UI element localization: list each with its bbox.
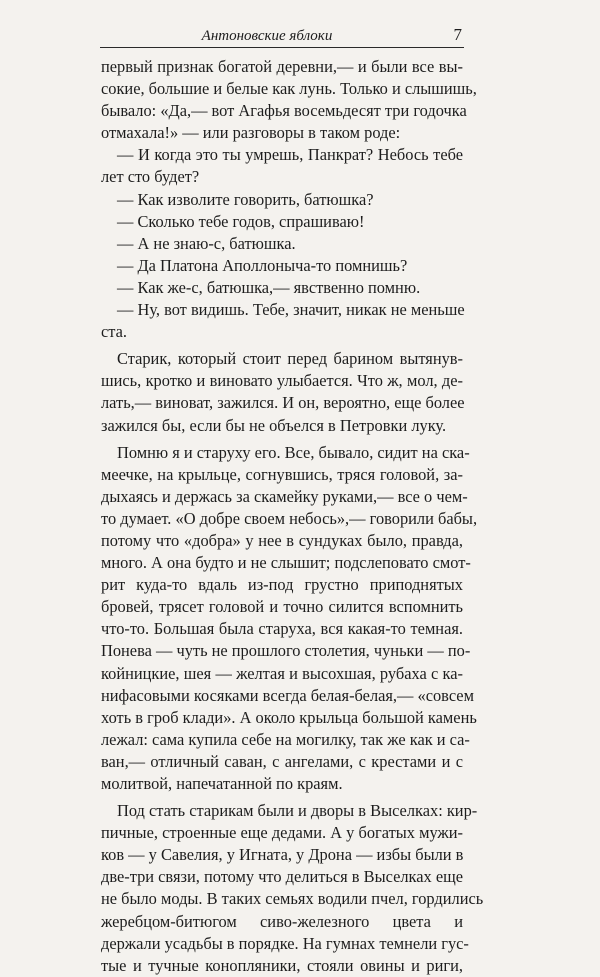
text-line: меечке, на крыльце, согнувшись, тряся головой, за- [101, 464, 463, 484]
text-line: Под стать старикам были и дворы в Выселках: кир- [117, 801, 478, 821]
paragraph [101, 800, 484, 977]
text-line: — И когда это ты умрешь, Панкрат? Небось тебе [117, 145, 463, 165]
text-line: не было моды. В таких семьях водили пчел, гордились [101, 889, 484, 909]
text-line: много. А она будто и не слышит; подслеповато смот- [101, 553, 471, 573]
text-line: — Как изволите говорить, батюшка? [117, 189, 374, 209]
text-line: молитвой, напечатанной по краям. [101, 774, 343, 793]
body-text [101, 56, 484, 977]
paragraph [101, 442, 478, 796]
text-line: пичные, строенные еще дедами. А у богатых мужи- [101, 823, 463, 843]
text-line: ков — у Савелия, у Игната, у Дрона — избы были в [101, 845, 464, 865]
dialogue-line [101, 189, 463, 211]
text-line: хоть в гроб клади». А около крыльца большой камень [101, 707, 477, 727]
text-line: держали усадьбы в порядке. На гумнах темнели гус- [101, 933, 469, 953]
page-number: 7 [453, 25, 462, 44]
text-line: зажился бы, если бы не объелся в Петровки луку. [101, 415, 447, 435]
text-line: шись, кротко и виновато улыбается. Что ж, мол, дe- [101, 371, 463, 391]
text-line: две-три связи, потому что делиться в Выселках еще [101, 867, 463, 887]
paragraph [101, 56, 477, 144]
text-line: — Как же-с, батюшка,— явственно помню. [117, 277, 421, 297]
text-line: ста. [101, 322, 128, 342]
text-line: первый признак богатой деревни,— и были все вы- [101, 57, 463, 76]
text-line: потому что «добра» у нее в сундуках было, правда, [101, 530, 463, 550]
text-line: — А не знаю-с, батюшка. [117, 233, 296, 253]
dialogue-line [101, 233, 463, 255]
dialogue-line [101, 144, 463, 188]
text-line: — Сколько тебе годов, спрашиваю! [117, 211, 365, 231]
text-line: лет сто будет? [101, 167, 200, 187]
paragraph [101, 348, 463, 436]
dialogue-line [101, 299, 463, 343]
text-line: ван,— отличный саван, с ангелами, с крестами и с [101, 751, 463, 771]
text-line: отмахала!» — или разговоры в таком роде: [101, 123, 401, 143]
text-line: нифасовыми косяками всегда белая-белая,— «совсем [101, 685, 474, 705]
running-head [100, 26, 464, 50]
text-line: лать,— виноват, зажился. И он, вероятно, еще более [101, 393, 465, 413]
text-line: Помню я и старуху его. Все, бывало, сидит на ска- [117, 442, 470, 462]
dialogue-line [101, 211, 463, 233]
text-line: Понева — чуть не прошлого столетия, чуньки — по- [101, 641, 471, 661]
text-line: жеребцом-битюгом сиво-железного цвета и [101, 911, 463, 931]
text-line: Старик, который стоит перед барином вытянув- [117, 349, 463, 369]
text-line: лежал: сама купила себе на могилку, так же как и са- [101, 729, 470, 749]
text-line: — Ну, вот видишь. Тебе, значит, никак не меньше [117, 300, 465, 320]
text-line: — Да Платона Аполлоныча-то помнишь? [117, 255, 408, 275]
text-line: сокие, большие и белые как лунь. Только и слышишь, [101, 79, 477, 99]
text-line: дыхаясь и держась за скамейку руками,— все о чем- [101, 486, 468, 506]
running-title: Антоновские яблоки [201, 28, 333, 44]
text-line: тые и тучные конопляники, стояли овины и риги, [101, 955, 463, 975]
text-line: то думает. «О добре своем небось»,— говорили бабы, [101, 508, 478, 528]
dialogue-line [101, 255, 463, 277]
text-line: что-то. Большая была старуха, вся какая-то темная. [101, 619, 463, 639]
text-line: рит куда-то вдаль из-под грустно приподнятых [101, 575, 463, 595]
text-line: койницкие, шея — желтая и высохшая, рубаха с ка- [101, 663, 463, 683]
dialogue-line [101, 277, 463, 299]
text-line: бровей, трясет головой и точно силится вспомнить [101, 597, 463, 617]
header-rule [100, 47, 464, 48]
text-line: бывало: «Да,— вот Агафья восемьдесят три годочка [101, 101, 467, 121]
